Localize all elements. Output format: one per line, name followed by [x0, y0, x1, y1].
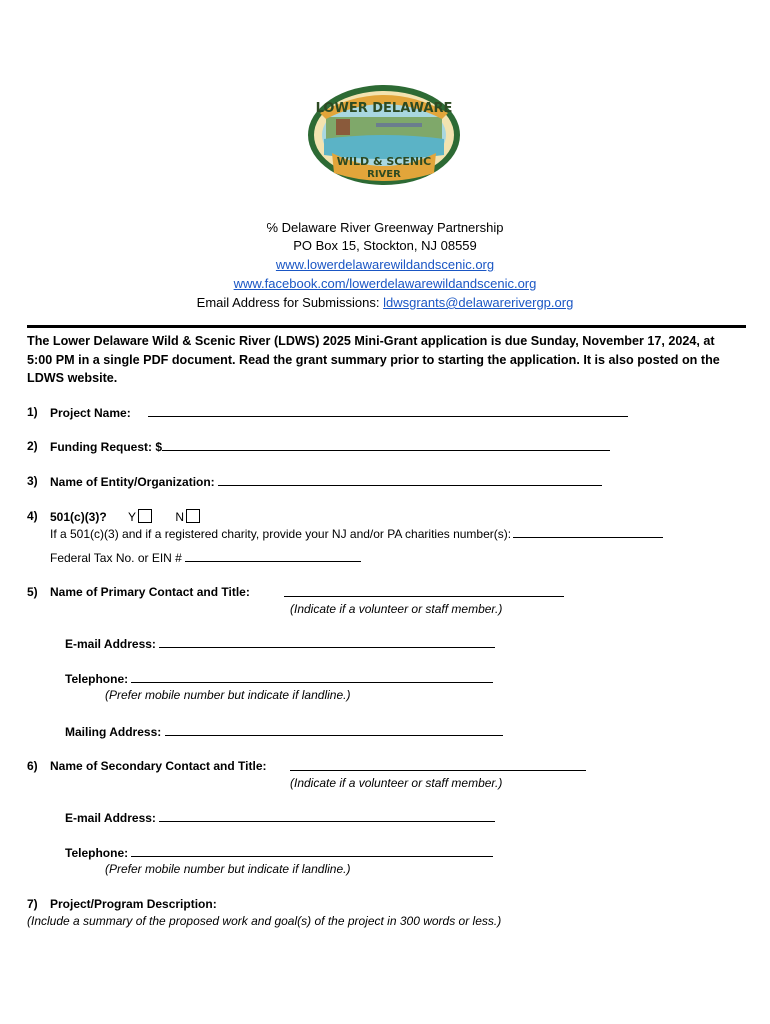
c3-label: 501(c)(3)?: [50, 510, 107, 524]
q1-number: 1): [27, 405, 38, 419]
primary-contact-note: (Indicate if a volunteer or staff member.): [290, 602, 503, 616]
funding-request-field[interactable]: [162, 439, 610, 451]
email-row: [0, 294, 770, 313]
website-row: [0, 256, 770, 275]
header-line-2: PO Box 15, Stockton, NJ 08559: [293, 238, 477, 253]
email-label: Email Address for Submissions:: [196, 295, 384, 310]
mailing-address-row: [65, 724, 503, 739]
secondary-email-label: E-mail Address:: [65, 811, 156, 825]
secondary-email-row: [65, 810, 495, 825]
divider: [27, 325, 746, 328]
q6-number: 6): [27, 759, 38, 773]
secondary-contact-field[interactable]: [290, 759, 586, 771]
primary-phone-note: (Prefer mobile number but indicate if landline.): [105, 688, 351, 702]
charity-row: [50, 526, 663, 541]
charity-field[interactable]: [513, 526, 663, 538]
logo-top-text: LOWER DELAWARE: [315, 101, 453, 116]
c3-row: [50, 509, 200, 524]
project-name-label: Project Name:: [50, 406, 131, 420]
secondary-contact-row: [290, 759, 586, 774]
q7-number: 7): [27, 897, 38, 911]
primary-email-label: E-mail Address:: [65, 637, 156, 651]
entity-row: [50, 474, 602, 489]
c3-no-checkbox[interactable]: [186, 509, 200, 523]
secondary-contact-label: Name of Secondary Contact and Title:: [50, 759, 267, 773]
c3-yes-label: Y: [128, 510, 137, 524]
primary-email-row: [65, 636, 495, 651]
intro-paragraph: The Lower Delaware Wild & Scenic River (LDWS) 2025 Mini-Grant application is due Sunday, November 17, 2024, at 5:00 PM in a single PDF document. Read the grant summary prior to starting the application. It is also posted on the LDWS website.: [27, 334, 720, 385]
secondary-phone-note: (Prefer mobile number but indicate if landline.): [105, 862, 351, 876]
website-link[interactable]: www.lowerdelawarewildandscenic.org: [275, 257, 495, 272]
c3-yes-checkbox[interactable]: [138, 509, 152, 523]
mailing-address-field[interactable]: [165, 724, 503, 736]
ldws-logo: [306, 83, 462, 187]
funding-request-label: Funding Request: $: [50, 440, 162, 454]
mailing-address-label: Mailing Address:: [65, 725, 162, 739]
primary-contact-field[interactable]: [284, 585, 564, 597]
primary-contact-label: Name of Primary Contact and Title:: [50, 585, 250, 599]
primary-contact-row: [284, 585, 564, 600]
header-line-1: ℅ Delaware River Greenway Partnership: [266, 220, 504, 235]
secondary-email-field[interactable]: [159, 810, 495, 822]
c3-no-label: N: [175, 510, 185, 524]
q4-number: 4): [27, 509, 38, 523]
charity-label: If a 501(c)(3) and if a registered charity, provide your NJ and/or PA charities number(s):: [50, 527, 512, 541]
description-note: (Include a summary of the proposed work and goal(s) of the project in 300 words or less.): [27, 914, 502, 928]
primary-email-field[interactable]: [159, 636, 495, 648]
funding-request-row: [50, 439, 610, 454]
entity-field[interactable]: [218, 474, 602, 486]
facebook-row: [0, 275, 770, 294]
project-name-field[interactable]: [148, 405, 628, 417]
primary-phone-label: Telephone:: [65, 672, 129, 686]
ein-row: [50, 550, 361, 565]
q3-number: 3): [27, 474, 38, 488]
project-name-row: [50, 405, 628, 420]
facebook-link[interactable]: www.facebook.com/lowerdelawarewildandscenic.org: [233, 276, 537, 291]
q5-number: 5): [27, 585, 38, 599]
secondary-phone-row: [65, 845, 493, 860]
entity-label: Name of Entity/Organization:: [50, 475, 215, 489]
logo-bottom-text-2: RIVER: [367, 169, 401, 180]
q2-number: 2): [27, 439, 38, 453]
secondary-phone-label: Telephone:: [65, 846, 129, 860]
logo-bottom-text-1: WILD & SCENIC: [336, 155, 432, 168]
secondary-phone-field[interactable]: [131, 845, 493, 857]
ein-field[interactable]: [185, 550, 361, 562]
secondary-contact-note: (Indicate if a volunteer or staff member.): [290, 776, 503, 790]
primary-phone-field[interactable]: [131, 671, 493, 683]
primary-phone-row: [65, 671, 493, 686]
description-label: Project/Program Description:: [50, 897, 217, 911]
ein-label: Federal Tax No. or EIN #: [50, 551, 182, 565]
email-link[interactable]: ldwsgrants@delawarerivergр.org: [383, 295, 574, 310]
